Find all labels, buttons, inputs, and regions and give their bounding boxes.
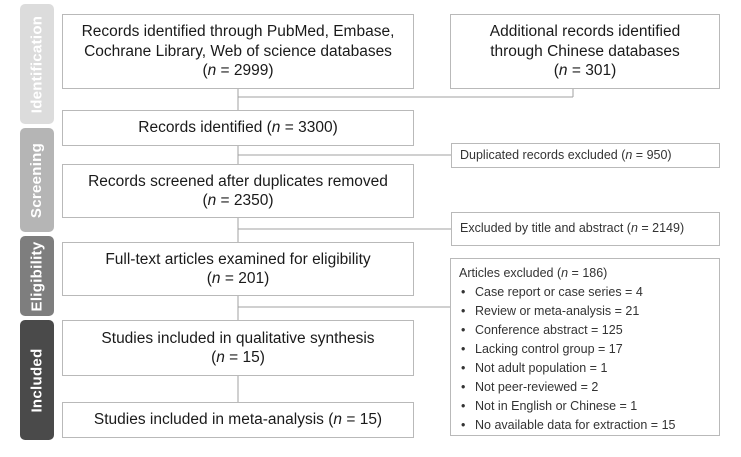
phase-screening <box>20 128 54 232</box>
identified-text: Records identified (n = 3300) <box>138 119 338 137</box>
exclusion-reason: • No available data for extraction = 15 <box>459 416 711 435</box>
box-duplicates-excluded <box>451 143 720 168</box>
phase-included <box>20 320 54 440</box>
exclusion-reasons-list <box>459 283 711 435</box>
box-records-screened <box>62 164 414 218</box>
articles-excluded-header: Articles excluded (n = 186) <box>459 266 608 280</box>
box-articles-excluded <box>450 258 720 436</box>
box-meta-analysis <box>62 402 414 438</box>
phase-included-label: Included <box>28 347 46 413</box>
screened-count: (n = 2350) <box>202 192 274 209</box>
phase-eligibility <box>20 236 54 316</box>
screened-line1: Records screened after duplicates removed <box>88 172 388 190</box>
fulltext-line1: Full-text articles examined for eligibility <box>105 250 371 268</box>
phase-identification <box>20 4 54 124</box>
exclusion-reason: • Conference abstract = 125 <box>459 321 711 340</box>
box-qualitative-synthesis <box>62 320 414 376</box>
box-title-abstract-excluded <box>451 212 720 246</box>
chinese-line1: Additional records identified <box>489 23 681 41</box>
box-records-identified <box>62 110 414 146</box>
meta-text: Studies included in meta-analysis (n = 15) <box>93 411 383 429</box>
exclusion-reason: • Review or meta-analysis = 21 <box>459 302 711 321</box>
exclusion-reason: • Not adult population = 1 <box>459 359 711 378</box>
phase-identification-label: Identification <box>28 15 46 113</box>
pubmed-line2: Cochrane Library, Web of science databases <box>84 42 392 60</box>
box-pubmed-records <box>62 14 414 89</box>
fulltext-count: (n = 201) <box>206 270 270 287</box>
duplicates-text: Duplicated records excluded (n = 950) <box>460 147 672 162</box>
exclusion-reason: • Case report or case series = 4 <box>459 283 711 302</box>
exclusion-reason: • Lacking control group = 17 <box>459 340 711 359</box>
title-abstract-text: Excluded by title and abstract (n = 2149) <box>460 221 685 236</box>
exclusion-reason: • Not peer-reviewed = 2 <box>459 378 711 397</box>
phase-screening-label: Screening <box>28 142 46 218</box>
qualitative-line1: Studies included in qualitative synthesis <box>101 329 375 347</box>
box-chinese-records <box>450 14 720 89</box>
pubmed-line1: Records identified through PubMed, Embase, <box>81 23 395 41</box>
chinese-line2: through Chinese databases <box>490 42 680 60</box>
qualitative-count: (n = 15) <box>211 349 265 366</box>
chinese-count: (n = 301) <box>553 62 617 80</box>
exclusion-reason: • Not in English or Chinese = 1 <box>459 397 711 416</box>
pubmed-count: (n = 2999) <box>202 62 274 80</box>
box-fulltext-eligibility <box>62 242 414 296</box>
phase-eligibility-label: Eligibility <box>28 241 46 311</box>
